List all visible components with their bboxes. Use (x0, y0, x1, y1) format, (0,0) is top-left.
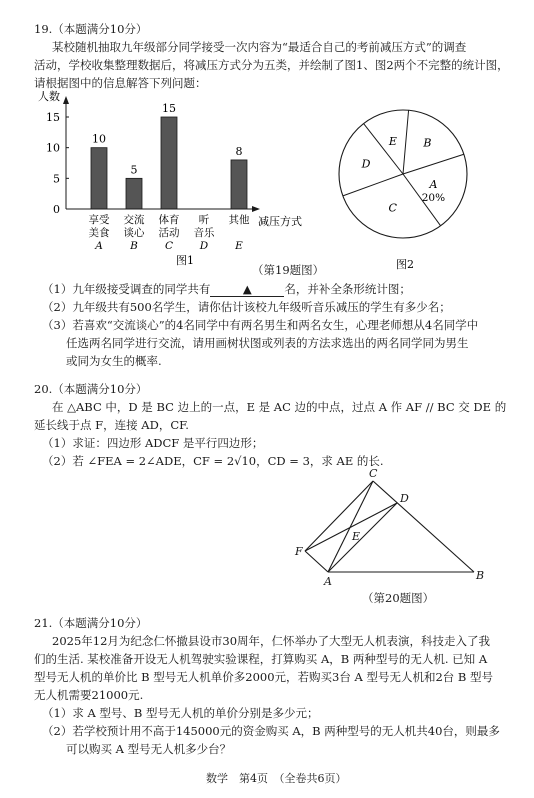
pie-slice-label: D (361, 157, 371, 171)
x-axis-arrow-icon (252, 206, 260, 212)
q19-figure-caption: （第19题图） (252, 263, 325, 277)
category-code-label: A (95, 240, 103, 252)
segment-FD (305, 503, 397, 551)
pie-slice-divider (403, 154, 464, 174)
x-axis-label: 减压方式 (258, 215, 302, 228)
q19-intro-line3: 请根据图中的信息解答下列问题： (34, 76, 207, 90)
pie-slice-label: A (429, 177, 438, 191)
point-label-C: C (369, 467, 378, 480)
pie-slice-label: C (388, 201, 397, 215)
point-label-E: E (352, 530, 361, 543)
q21-line1: 2025年12月为纪念仁怀撤县设市30周年，仁怀举办了大型无人机表演，科技走入了我 (52, 634, 491, 648)
q20-title: 20.（本题满分10分） (34, 382, 148, 396)
category-label-line2: 音乐 (193, 227, 215, 239)
pie-slice-label: E (388, 134, 397, 148)
q21-title: 21.（本题满分10分） (34, 616, 148, 630)
y-tick-label: 0 (53, 203, 60, 216)
pie-chart-figure2 (330, 92, 480, 272)
figure2-label: 图2 (396, 258, 414, 271)
segment-AF (305, 551, 328, 572)
q21-part2-line1: （2）若学校预计用不高于145000元的资金购买 A，B 两种型号的无人机共40台，则最多 (42, 724, 500, 738)
q21-part1: （1）求 A 型号、B 型号无人机的单价分别是多少元； (42, 706, 319, 720)
q19-intro-line2: 活动，学校收集整理数据后，将减压方式分为五类，并绘制了图1、图2两个不完整的统计图， (34, 58, 509, 72)
q21-line2: 们的生活. 某校准备开设无人机驾驶实验课程，打算购买 A，B 两种型号的无人机. 已知 A (34, 652, 488, 666)
category-label-line1: 其他 (228, 214, 250, 226)
triangle-marker-icon: ▲ (242, 282, 252, 296)
category-code-label: B (130, 240, 138, 252)
category-label-line2: 谈心 (123, 227, 145, 239)
q21-part2-line2: 可以购买 A 型号无人机多少台？ (66, 742, 232, 756)
pie-slice-percent: 20% (421, 191, 446, 204)
category-code-label: D (199, 240, 209, 252)
y-tick-label: 10 (46, 141, 60, 155)
segment-AD (328, 503, 397, 572)
bar-value-label: 5 (130, 163, 138, 177)
category-label-line1: 享受 (88, 214, 110, 226)
pie-slice-label: B (423, 136, 432, 150)
bar-chart-figure1 (30, 88, 320, 268)
bar-value-label: 10 (92, 132, 106, 146)
y-axis-label: 人数 (38, 90, 60, 103)
q21-line3: 型号无人机的单价比 B 型号无人机单价多2000元，若购买3台 A 型号无人机和2台 B 型号 (34, 670, 494, 684)
category-label-line1: 体育 (158, 214, 180, 226)
y-axis-arrow-icon (63, 96, 69, 104)
q19-intro-line1: 某校随机抽取九年级部分同学接受一次内容为“最适合自己的考前减压方式”的调查 (52, 40, 467, 54)
q19-part1-text-a: （1）九年级接受调查的同学共有 (42, 282, 211, 296)
figure1-label: 图1 (176, 254, 194, 267)
bar-value-label: 8 (235, 144, 243, 158)
q19-title: 19.（本题满分10分） (34, 22, 148, 36)
q19-part1 (42, 280, 411, 298)
bar-value-label: 15 (162, 102, 176, 115)
point-label-F: F (295, 545, 303, 558)
answer-blank (210, 282, 284, 297)
q20-line2: 延长线于点 F，连接 AD，CF. (34, 418, 189, 432)
triangle-figure (290, 465, 490, 585)
segment-AC (328, 481, 373, 572)
category-code-label: C (164, 240, 174, 252)
category-code-label: E (235, 240, 243, 252)
point-label-D: D (400, 492, 409, 505)
q20-figure-caption: （第20题图） (362, 591, 435, 605)
bar (126, 178, 142, 209)
category-label-line1: 听 (198, 214, 210, 226)
pie-slice-divider (403, 110, 409, 174)
y-tick-label: 15 (46, 111, 60, 124)
q19-part3-line3: 或同为女生的概率. (66, 354, 162, 368)
category-label-line2: 活动 (158, 227, 180, 239)
q20-part2: （2）若 ∠FEA = 2∠ADE，CF = 2√10，CD = 3，求 AE 的长. (42, 454, 384, 468)
segment-FC (305, 481, 373, 551)
y-tick-label: 5 (53, 172, 60, 186)
point-label-B: B (476, 569, 485, 582)
bar (91, 148, 107, 209)
q19-part3-line2: 任选两名同学进行交流，请用画树状图或列表的方法求选出的两名同学同为男生 (66, 336, 469, 350)
category-label-line2: 美食 (88, 227, 110, 239)
segment-CB (373, 481, 474, 572)
point-label-A: A (324, 575, 332, 585)
bar (161, 117, 177, 209)
q19-part2: （2）九年级共有500名学生，请你估计该校九年级听音乐减压的学生有多少名； (42, 300, 451, 314)
category-label-line1: 交流 (123, 214, 145, 226)
pie-slice-divider (343, 174, 403, 196)
q20-part1: （1）求证：四边形 ADCF 是平行四边形； (42, 436, 264, 450)
q19-part3-line1: （3）若喜欢“交流谈心”的4名同学中有两名男生和两名女生，心理老师想从4名同学中 (42, 318, 479, 332)
bar (231, 160, 247, 209)
q20-line1: 在 △ABC 中，D 是 BC 边上的一点，E 是 AC 边的中点，过点 A 作 AF // BC 交 DE 的 (52, 400, 507, 414)
page-footer: 数学 第4页 （全卷共6页） (206, 772, 347, 785)
q19-part1-text-b: 名，并补全条形统计图； (284, 282, 411, 296)
q21-line4: 无人机需要21000元. (34, 688, 144, 702)
